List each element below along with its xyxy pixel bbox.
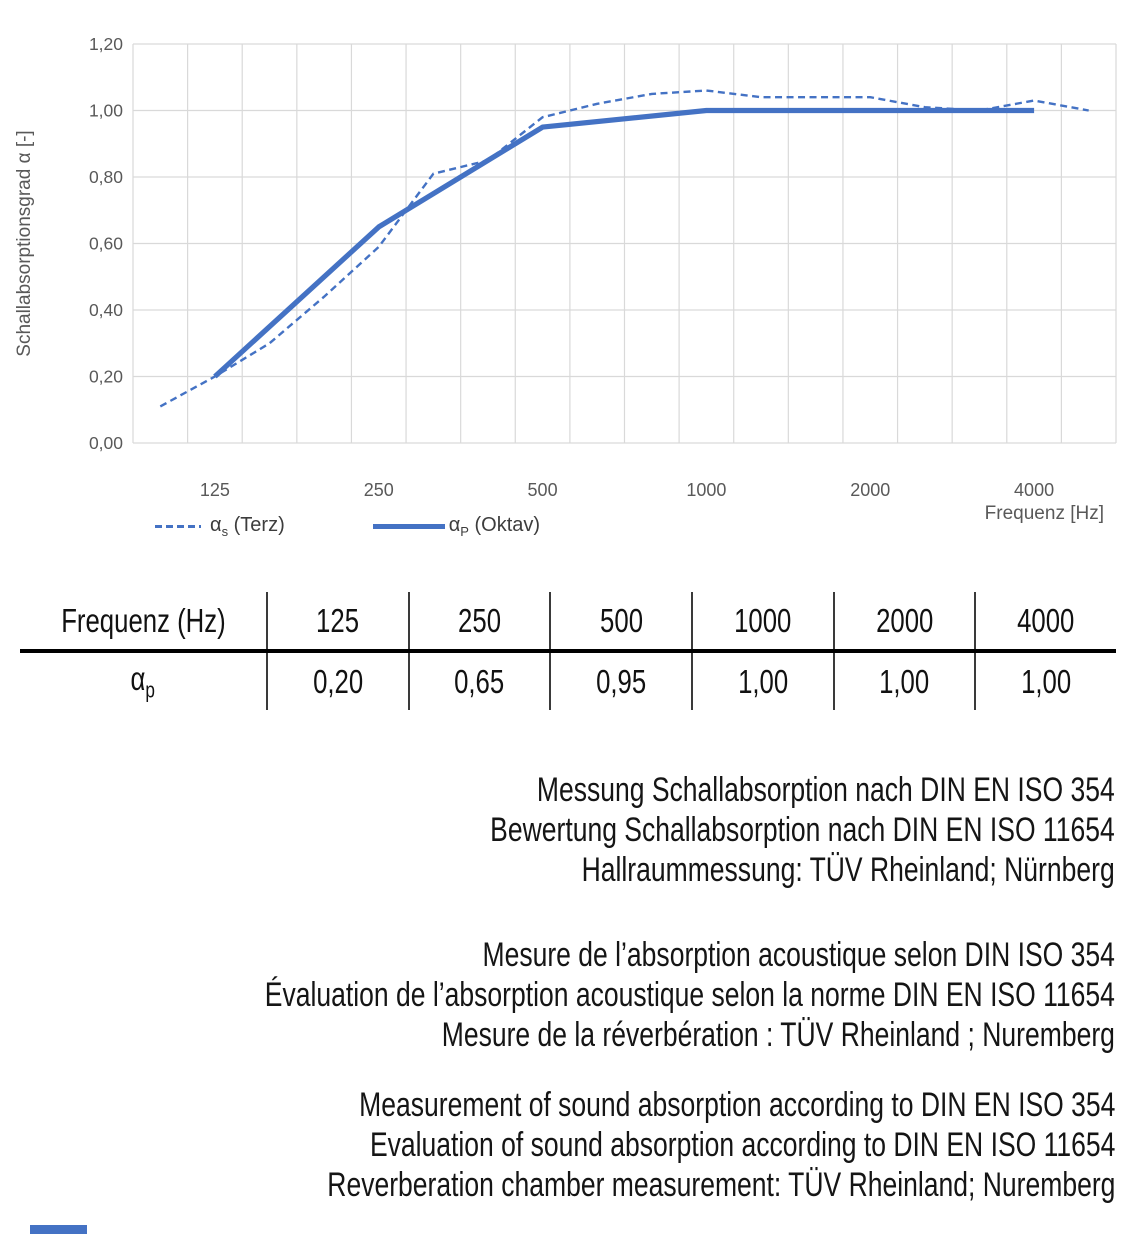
svg-text:1000: 1000: [686, 480, 727, 500]
svg-text:4000: 4000: [1014, 480, 1055, 500]
note-line: Évaluation de l’absorption acoustique selon la norme DIN EN ISO 11654: [264, 976, 1115, 1014]
table-header-cell: 250: [408, 592, 550, 649]
table-header-cell: 125: [266, 592, 408, 649]
footer-accent-bar: [30, 1225, 87, 1234]
x-axis-title: Frequenz [Hz]: [984, 503, 1104, 524]
svg-text:0,40: 0,40: [88, 300, 123, 320]
table-header-cell: 500: [549, 592, 691, 649]
table-row-label-alpha-p: $\alpha_p$: [130, 659, 156, 703]
table-value-row: [20, 653, 1116, 710]
table-header-cell: 2000: [833, 592, 975, 649]
note-line: Measurement of sound absorption according to DIN EN ISO 354: [358, 1086, 1116, 1124]
legend-label-oktav: $\alpha_P$ (Oktav): [448, 514, 541, 539]
svg-text:1,00: 1,00: [88, 100, 123, 121]
table-header-frequency: Frequenz (Hz): [60, 601, 226, 639]
absorption-chart: [0, 0, 1135, 575]
note-line: Reverberation chamber measurement: TÜV Rheinland; Nuremberg: [326, 1166, 1115, 1204]
table-value-cell: 0,65: [408, 653, 550, 710]
notes-german: [314, 770, 1115, 890]
table-value-cell: 1,00: [833, 653, 975, 710]
svg-text:125: 125: [199, 480, 230, 500]
svg-text:1,20: 1,20: [88, 34, 123, 54]
svg-text:250: 250: [363, 480, 394, 500]
notes-english: [105, 1085, 1115, 1205]
table-header-cell: 4000: [974, 592, 1116, 649]
legend-item-terz: [155, 514, 285, 539]
table-value-cell: 1,00: [691, 653, 833, 710]
chart-legend: [155, 514, 540, 539]
table-header-row: [20, 592, 1116, 653]
table-value-cell: 1,00: [974, 653, 1116, 710]
svg-text:Schallabsorptionsgrad α [-]: Schallabsorptionsgrad α [-]: [14, 130, 35, 357]
note-line: Bewertung Schallabsorption nach DIN EN ISO 11654: [490, 811, 1115, 849]
svg-text:0,60: 0,60: [88, 233, 123, 254]
table-header-cell: 1000: [691, 592, 833, 649]
note-line: Hallraummessung: TÜV Rheinland; Nürnberg: [581, 851, 1115, 889]
solid-line-sample: [373, 524, 445, 529]
chart-canvas: [0, 0, 1135, 575]
note-line: Mesure de la réverbération : TÜV Rheinland ; Nuremberg: [441, 1016, 1115, 1054]
svg-text:0,00: 0,00: [88, 433, 123, 453]
table-value-cell: 0,95: [549, 653, 691, 710]
absorption-table: [20, 592, 1116, 710]
svg-text:2000: 2000: [850, 480, 891, 500]
notes-french: [25, 935, 1115, 1055]
legend-label-terz: $\alpha_s$ (Terz): [210, 514, 285, 539]
legend-item-oktav: [373, 514, 540, 539]
svg-text:500: 500: [527, 480, 558, 500]
note-line: Evaluation of sound absorption according to DIN EN ISO 11654: [369, 1126, 1115, 1164]
note-line: Mesure de l’absorption acoustique selon DIN ISO 354: [482, 936, 1115, 974]
note-line: Messung Schallabsorption nach DIN EN ISO 354: [537, 771, 1115, 809]
svg-text:0,80: 0,80: [88, 167, 123, 187]
table-value-cell: 0,20: [266, 653, 408, 710]
svg-text:0,20: 0,20: [88, 366, 123, 387]
dashed-line-sample: [155, 525, 201, 528]
